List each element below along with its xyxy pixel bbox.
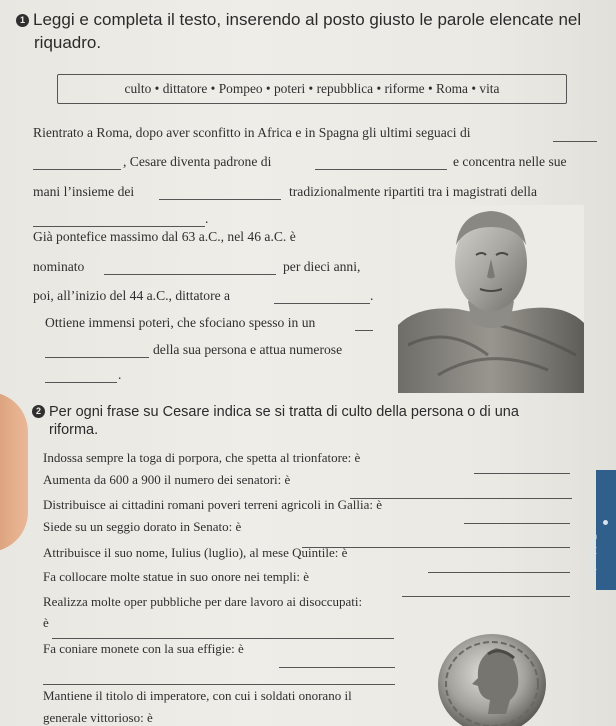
- blank-5[interactable]: [33, 214, 205, 227]
- text-segment: e concentra nelle sue: [453, 154, 567, 169]
- text-segment: .: [205, 211, 209, 226]
- exercise-1-instruction-line2: riquadro.: [34, 33, 102, 52]
- list-item: Fa collocare molte statue in suo onore nei templi: è: [43, 569, 310, 584]
- answer-blank[interactable]: [402, 584, 570, 597]
- side-tab-dot: [603, 520, 608, 525]
- answer-blank[interactable]: [190, 720, 330, 726]
- text-segment: Ottiene immensi poteri, che sfociano spesso in un: [45, 315, 316, 330]
- text-line-1: [33, 125, 471, 141]
- list-item: Mantiene il titolo di imperatore, con cui i soldati onorano il: [43, 688, 352, 703]
- text-segment: Rientrato a Roma, dopo aver sconfitto in Africa e in Spagna gli ultimi seguaci di: [33, 125, 471, 140]
- exercise-2-instruction: [32, 403, 519, 421]
- word-box: culto • dittatore • Pompeo • poteri • repubblica • riforme • Roma • vita: [57, 74, 567, 104]
- thumb-overlay: [0, 392, 28, 552]
- text-segment: mani l’insieme dei: [33, 184, 135, 199]
- side-tab: [588, 470, 616, 590]
- exercise-1-instruction: [16, 8, 581, 31]
- text-segment: della sua persona e attua numerose: [153, 342, 343, 357]
- text-segment: per dieci anni,: [283, 259, 361, 274]
- blank-1[interactable]: [553, 129, 597, 142]
- answer-blank[interactable]: [43, 672, 395, 685]
- list-item: Indossa sempre la toga di porpora, che spetta al trionfatore: è: [43, 450, 361, 465]
- blank-2[interactable]: [33, 157, 121, 170]
- caesar-coin-image: [436, 628, 546, 726]
- blank-9[interactable]: [45, 370, 117, 383]
- text-segment: Già pontefice massimo dal 63 a.C., nel 46 a.C. è: [33, 229, 296, 244]
- list-item: generale vittorioso: è: [43, 710, 153, 725]
- blank-8[interactable]: [355, 318, 373, 331]
- exercise-2-instruction-line1: Per ogni frase su Cesare indica se si tratta di culto della persona o di una: [49, 404, 519, 420]
- text-segment: , Cesare diventa padrone di: [123, 154, 272, 169]
- exercise-2-number: 2: [32, 405, 45, 418]
- exercise-1-number: 1: [16, 14, 29, 27]
- list-item: Fa coniare monete con la sua effigie: è: [43, 641, 244, 656]
- exercise-1-instruction-line1: Leggi e completa il testo, inserendo al posto giusto le parole elencate nel: [33, 10, 582, 29]
- blank-6[interactable]: [104, 262, 276, 275]
- answer-blank[interactable]: [464, 511, 570, 524]
- text-segment: .: [370, 288, 374, 303]
- blank-3[interactable]: [315, 157, 447, 170]
- list-item: Aumenta da 600 a 900 il numero dei senatori: è: [43, 472, 291, 487]
- blank-4[interactable]: [159, 187, 281, 200]
- list-item: Distribuisce ai cittadini romani poveri terreni agricoli in Gallia: è: [43, 497, 382, 512]
- text-segment: poi, all’inizio del 44 a.C., dittatore a: [33, 288, 231, 303]
- list-item: è: [43, 615, 49, 630]
- answer-blank[interactable]: [350, 486, 572, 499]
- answer-blank[interactable]: [52, 626, 394, 639]
- answer-blank[interactable]: [474, 461, 570, 474]
- blank-7[interactable]: [274, 291, 370, 304]
- exercise-2-instruction-line2: riforma.: [49, 422, 99, 438]
- text-segment: nominato: [33, 259, 85, 274]
- answer-blank[interactable]: [428, 560, 570, 573]
- blank-8b[interactable]: [45, 345, 149, 358]
- list-item: Siede su un seggio dorato in Senato: è: [43, 519, 242, 534]
- text-segment: tradizionalmente ripartiti tra i magistrati della: [289, 184, 537, 199]
- list-item: Attribuisce il suo nome, Iulius (luglio), al mese Quintile: è: [43, 545, 348, 560]
- side-tab-label: Febbraio: [588, 534, 598, 578]
- caesar-bust-image: [398, 205, 584, 393]
- text-segment: .: [118, 367, 122, 382]
- answer-blank[interactable]: [279, 655, 395, 668]
- list-item: Realizza molte oper pubbliche per dare lavoro ai disoccupati:: [43, 594, 363, 609]
